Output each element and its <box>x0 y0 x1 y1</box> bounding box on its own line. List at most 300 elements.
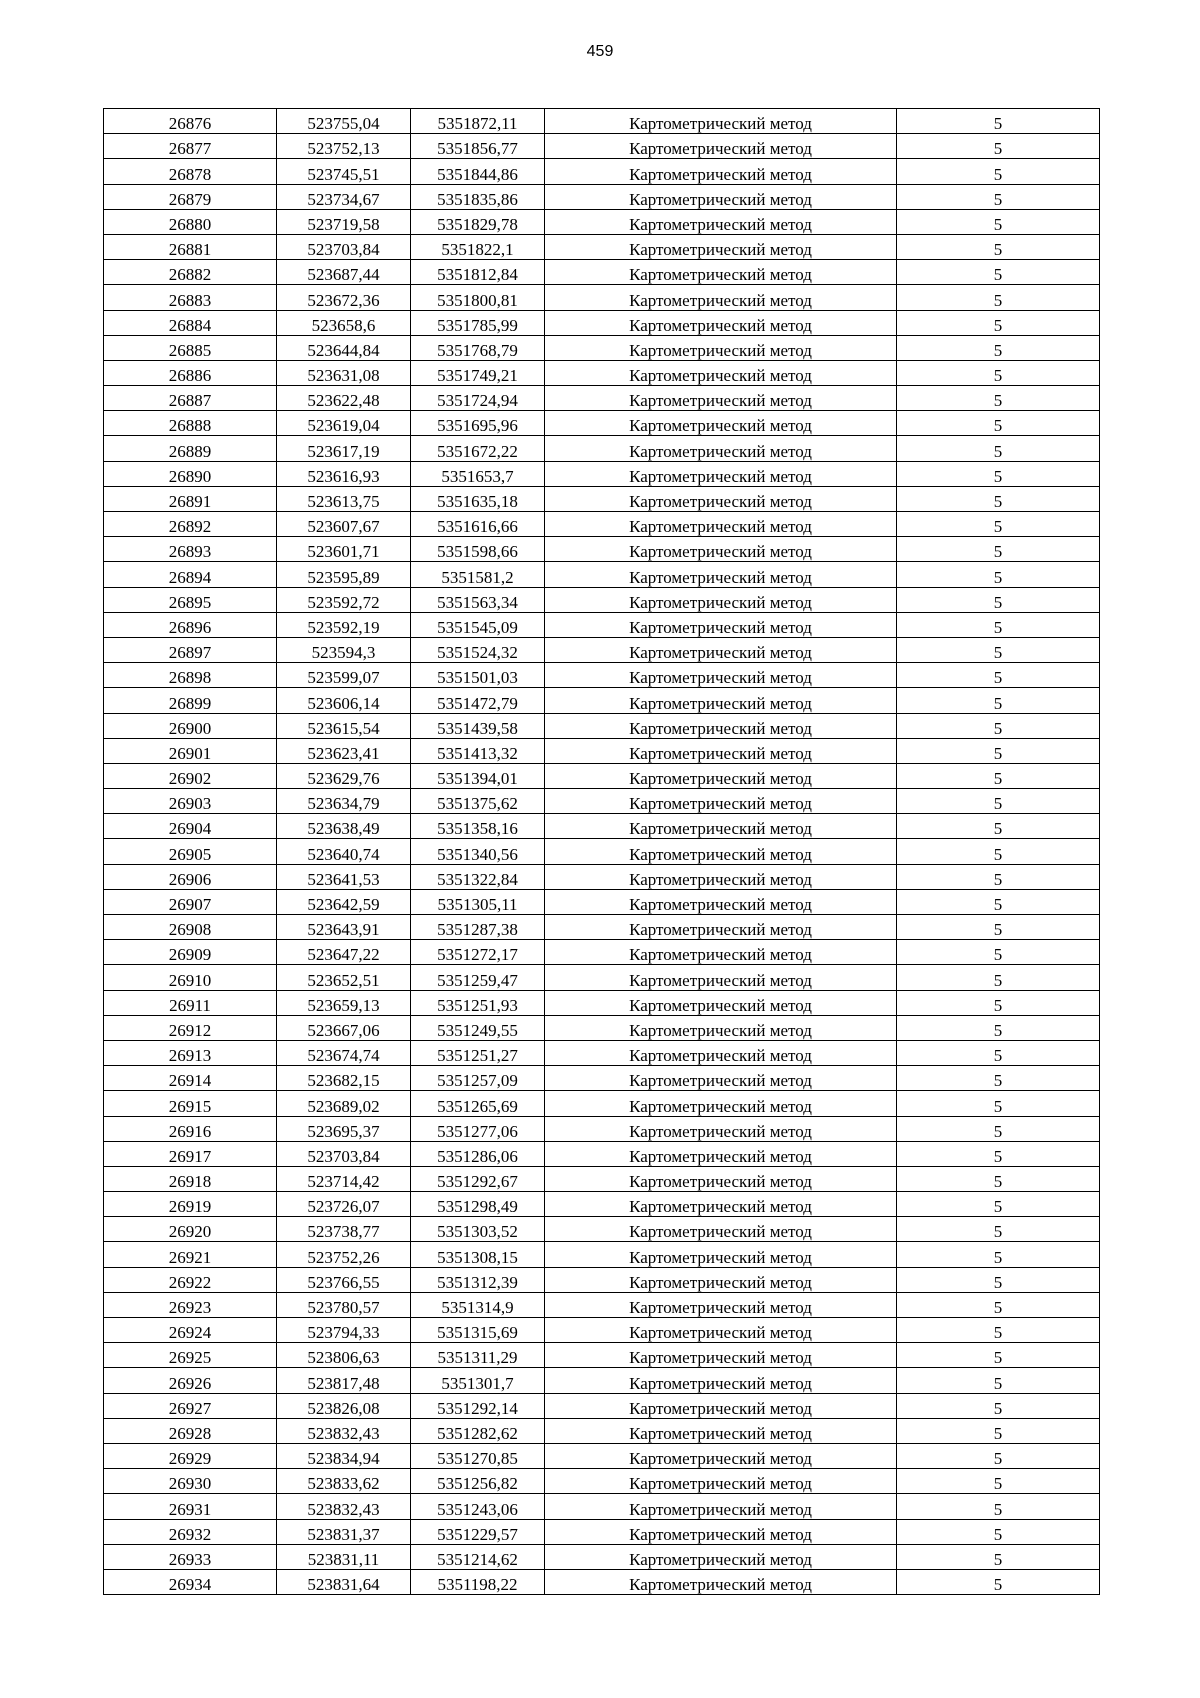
method-cell: Картометрический метод <box>545 1494 897 1519</box>
x-coordinate-cell: 523703,84 <box>277 1141 411 1166</box>
y-coordinate-cell: 5351581,2 <box>411 562 545 587</box>
y-coordinate-cell: 5351835,86 <box>411 184 545 209</box>
x-coordinate-cell: 523607,67 <box>277 512 411 537</box>
point-number-cell: 26892 <box>104 512 277 537</box>
x-coordinate-cell: 523780,57 <box>277 1292 411 1317</box>
method-cell: Картометрический метод <box>545 360 897 385</box>
point-number-cell: 26886 <box>104 360 277 385</box>
accuracy-cell: 5 <box>897 1469 1100 1494</box>
point-number-cell: 26930 <box>104 1469 277 1494</box>
point-number-cell: 26897 <box>104 637 277 662</box>
table-row <box>104 1418 1100 1443</box>
table-row <box>104 889 1100 914</box>
method-cell: Картометрический метод <box>545 637 897 662</box>
table-row <box>104 1494 1100 1519</box>
y-coordinate-cell: 5351524,32 <box>411 637 545 662</box>
point-number-cell: 26909 <box>104 940 277 965</box>
method-cell: Картометрический метод <box>545 386 897 411</box>
x-coordinate-cell: 523755,04 <box>277 109 411 134</box>
x-coordinate-cell: 523738,77 <box>277 1217 411 1242</box>
method-cell: Картометрический метод <box>545 864 897 889</box>
accuracy-cell: 5 <box>897 663 1100 688</box>
x-coordinate-cell: 523659,13 <box>277 990 411 1015</box>
method-cell: Картометрический метод <box>545 411 897 436</box>
method-cell: Картометрический метод <box>545 1368 897 1393</box>
accuracy-cell: 5 <box>897 1166 1100 1191</box>
accuracy-cell: 5 <box>897 965 1100 990</box>
y-coordinate-cell: 5351287,38 <box>411 915 545 940</box>
method-cell: Картометрический метод <box>545 260 897 285</box>
y-coordinate-cell: 5351198,22 <box>411 1569 545 1594</box>
point-number-cell: 26923 <box>104 1292 277 1317</box>
method-cell: Картометрический метод <box>545 763 897 788</box>
table-row <box>104 1544 1100 1569</box>
y-coordinate-cell: 5351256,82 <box>411 1469 545 1494</box>
table-row <box>104 915 1100 940</box>
y-coordinate-cell: 5351822,1 <box>411 234 545 259</box>
method-cell: Картометрический метод <box>545 1267 897 1292</box>
method-cell: Картометрический метод <box>545 134 897 159</box>
method-cell: Картометрический метод <box>545 1040 897 1065</box>
accuracy-cell: 5 <box>897 1544 1100 1569</box>
point-number-cell: 26932 <box>104 1519 277 1544</box>
page-number: 459 <box>586 43 614 60</box>
accuracy-cell: 5 <box>897 562 1100 587</box>
table-row <box>104 1469 1100 1494</box>
method-cell: Картометрический метод <box>545 1343 897 1368</box>
x-coordinate-cell: 523703,84 <box>277 234 411 259</box>
table-row <box>104 537 1100 562</box>
point-number-cell: 26906 <box>104 864 277 889</box>
point-number-cell: 26882 <box>104 260 277 285</box>
table-row <box>104 209 1100 234</box>
x-coordinate-cell: 523752,26 <box>277 1242 411 1267</box>
y-coordinate-cell: 5351282,62 <box>411 1418 545 1443</box>
point-number-cell: 26904 <box>104 814 277 839</box>
y-coordinate-cell: 5351829,78 <box>411 209 545 234</box>
y-coordinate-cell: 5351308,15 <box>411 1242 545 1267</box>
accuracy-cell: 5 <box>897 1519 1100 1544</box>
table-row <box>104 1318 1100 1343</box>
x-coordinate-cell: 523831,64 <box>277 1569 411 1594</box>
point-number-cell: 26878 <box>104 159 277 184</box>
table-row <box>104 864 1100 889</box>
accuracy-cell: 5 <box>897 1569 1100 1594</box>
x-coordinate-cell: 523601,71 <box>277 537 411 562</box>
method-cell: Картометрический метод <box>545 1469 897 1494</box>
y-coordinate-cell: 5351251,93 <box>411 990 545 1015</box>
table-row <box>104 738 1100 763</box>
point-number-cell: 26929 <box>104 1443 277 1468</box>
y-coordinate-cell: 5351292,14 <box>411 1393 545 1418</box>
accuracy-cell: 5 <box>897 285 1100 310</box>
accuracy-cell: 5 <box>897 1343 1100 1368</box>
point-number-cell: 26925 <box>104 1343 277 1368</box>
accuracy-cell: 5 <box>897 864 1100 889</box>
x-coordinate-cell: 523726,07 <box>277 1192 411 1217</box>
accuracy-cell: 5 <box>897 738 1100 763</box>
method-cell: Картометрический метод <box>545 965 897 990</box>
y-coordinate-cell: 5351292,67 <box>411 1166 545 1191</box>
table-row <box>104 612 1100 637</box>
table-row <box>104 159 1100 184</box>
point-number-cell: 26896 <box>104 612 277 637</box>
table-row <box>104 839 1100 864</box>
method-cell: Картометрический метод <box>545 915 897 940</box>
method-cell: Картометрический метод <box>545 1091 897 1116</box>
x-coordinate-cell: 523745,51 <box>277 159 411 184</box>
method-cell: Картометрический метод <box>545 109 897 134</box>
table-row <box>104 411 1100 436</box>
table-row <box>104 688 1100 713</box>
x-coordinate-cell: 523622,48 <box>277 386 411 411</box>
table-row <box>104 965 1100 990</box>
y-coordinate-cell: 5351563,34 <box>411 587 545 612</box>
y-coordinate-cell: 5351249,55 <box>411 1015 545 1040</box>
table-row <box>104 1192 1100 1217</box>
accuracy-cell: 5 <box>897 1368 1100 1393</box>
table-row <box>104 713 1100 738</box>
coordinates-table-body <box>104 109 1100 1595</box>
method-cell: Картометрический метод <box>545 990 897 1015</box>
y-coordinate-cell: 5351768,79 <box>411 335 545 360</box>
point-number-cell: 26918 <box>104 1166 277 1191</box>
x-coordinate-cell: 523817,48 <box>277 1368 411 1393</box>
method-cell: Картометрический метод <box>545 612 897 637</box>
point-number-cell: 26887 <box>104 386 277 411</box>
point-number-cell: 26900 <box>104 713 277 738</box>
point-number-cell: 26911 <box>104 990 277 1015</box>
y-coordinate-cell: 5351243,06 <box>411 1494 545 1519</box>
point-number-cell: 26924 <box>104 1318 277 1343</box>
x-coordinate-cell: 523592,19 <box>277 612 411 637</box>
accuracy-cell: 5 <box>897 310 1100 335</box>
table-row <box>104 663 1100 688</box>
table-row <box>104 637 1100 662</box>
method-cell: Картометрический метод <box>545 587 897 612</box>
table-row <box>104 184 1100 209</box>
x-coordinate-cell: 523672,36 <box>277 285 411 310</box>
y-coordinate-cell: 5351322,84 <box>411 864 545 889</box>
method-cell: Картометрический метод <box>545 889 897 914</box>
y-coordinate-cell: 5351314,9 <box>411 1292 545 1317</box>
y-coordinate-cell: 5351311,29 <box>411 1343 545 1368</box>
y-coordinate-cell: 5351672,22 <box>411 436 545 461</box>
point-number-cell: 26919 <box>104 1192 277 1217</box>
point-number-cell: 26913 <box>104 1040 277 1065</box>
accuracy-cell: 5 <box>897 1141 1100 1166</box>
accuracy-cell: 5 <box>897 915 1100 940</box>
method-cell: Картометрический метод <box>545 789 897 814</box>
accuracy-cell: 5 <box>897 1393 1100 1418</box>
y-coordinate-cell: 5351800,81 <box>411 285 545 310</box>
method-cell: Картометрический метод <box>545 1166 897 1191</box>
point-number-cell: 26884 <box>104 310 277 335</box>
method-cell: Картометрический метод <box>545 738 897 763</box>
accuracy-cell: 5 <box>897 990 1100 1015</box>
x-coordinate-cell: 523667,06 <box>277 1015 411 1040</box>
x-coordinate-cell: 523623,41 <box>277 738 411 763</box>
point-number-cell: 26928 <box>104 1418 277 1443</box>
y-coordinate-cell: 5351501,03 <box>411 663 545 688</box>
table-row <box>104 1343 1100 1368</box>
x-coordinate-cell: 523619,04 <box>277 411 411 436</box>
accuracy-cell: 5 <box>897 587 1100 612</box>
x-coordinate-cell: 523834,94 <box>277 1443 411 1468</box>
accuracy-cell: 5 <box>897 637 1100 662</box>
point-number-cell: 26910 <box>104 965 277 990</box>
y-coordinate-cell: 5351598,66 <box>411 537 545 562</box>
accuracy-cell: 5 <box>897 612 1100 637</box>
method-cell: Картометрический метод <box>545 940 897 965</box>
method-cell: Картометрический метод <box>545 486 897 511</box>
point-number-cell: 26880 <box>104 209 277 234</box>
table-row <box>104 134 1100 159</box>
x-coordinate-cell: 523766,55 <box>277 1267 411 1292</box>
point-number-cell: 26903 <box>104 789 277 814</box>
point-number-cell: 26921 <box>104 1242 277 1267</box>
x-coordinate-cell: 523658,6 <box>277 310 411 335</box>
method-cell: Картометрический метод <box>545 1217 897 1242</box>
accuracy-cell: 5 <box>897 159 1100 184</box>
y-coordinate-cell: 5351265,69 <box>411 1091 545 1116</box>
point-number-cell: 26912 <box>104 1015 277 1040</box>
point-number-cell: 26879 <box>104 184 277 209</box>
table-row <box>104 587 1100 612</box>
table-row <box>104 763 1100 788</box>
table-row <box>104 1066 1100 1091</box>
accuracy-cell: 5 <box>897 209 1100 234</box>
y-coordinate-cell: 5351315,69 <box>411 1318 545 1343</box>
x-coordinate-cell: 523644,84 <box>277 335 411 360</box>
method-cell: Картометрический метод <box>545 512 897 537</box>
accuracy-cell: 5 <box>897 1292 1100 1317</box>
x-coordinate-cell: 523613,75 <box>277 486 411 511</box>
y-coordinate-cell: 5351785,99 <box>411 310 545 335</box>
accuracy-cell: 5 <box>897 1494 1100 1519</box>
accuracy-cell: 5 <box>897 436 1100 461</box>
point-number-cell: 26885 <box>104 335 277 360</box>
accuracy-cell: 5 <box>897 1418 1100 1443</box>
point-number-cell: 26914 <box>104 1066 277 1091</box>
method-cell: Картометрический метод <box>545 663 897 688</box>
point-number-cell: 26888 <box>104 411 277 436</box>
y-coordinate-cell: 5351635,18 <box>411 486 545 511</box>
accuracy-cell: 5 <box>897 1066 1100 1091</box>
y-coordinate-cell: 5351251,27 <box>411 1040 545 1065</box>
accuracy-cell: 5 <box>897 839 1100 864</box>
accuracy-cell: 5 <box>897 1267 1100 1292</box>
accuracy-cell: 5 <box>897 1040 1100 1065</box>
accuracy-cell: 5 <box>897 386 1100 411</box>
x-coordinate-cell: 523794,33 <box>277 1318 411 1343</box>
table-row <box>104 360 1100 385</box>
accuracy-cell: 5 <box>897 134 1100 159</box>
accuracy-cell: 5 <box>897 1217 1100 1242</box>
x-coordinate-cell: 523615,54 <box>277 713 411 738</box>
table-row <box>104 285 1100 310</box>
table-row <box>104 1267 1100 1292</box>
y-coordinate-cell: 5351286,06 <box>411 1141 545 1166</box>
y-coordinate-cell: 5351229,57 <box>411 1519 545 1544</box>
method-cell: Картометрический метод <box>545 461 897 486</box>
method-cell: Картометрический метод <box>545 1443 897 1468</box>
accuracy-cell: 5 <box>897 940 1100 965</box>
accuracy-cell: 5 <box>897 1015 1100 1040</box>
x-coordinate-cell: 523616,93 <box>277 461 411 486</box>
method-cell: Картометрический метод <box>545 1192 897 1217</box>
table-row <box>104 1015 1100 1040</box>
y-coordinate-cell: 5351277,06 <box>411 1116 545 1141</box>
accuracy-cell: 5 <box>897 688 1100 713</box>
y-coordinate-cell: 5351358,16 <box>411 814 545 839</box>
table-row <box>104 335 1100 360</box>
point-number-cell: 26926 <box>104 1368 277 1393</box>
y-coordinate-cell: 5351413,32 <box>411 738 545 763</box>
accuracy-cell: 5 <box>897 411 1100 436</box>
table-row <box>104 486 1100 511</box>
accuracy-cell: 5 <box>897 789 1100 814</box>
y-coordinate-cell: 5351695,96 <box>411 411 545 436</box>
point-number-cell: 26883 <box>104 285 277 310</box>
y-coordinate-cell: 5351259,47 <box>411 965 545 990</box>
accuracy-cell: 5 <box>897 889 1100 914</box>
accuracy-cell: 5 <box>897 109 1100 134</box>
x-coordinate-cell: 523826,08 <box>277 1393 411 1418</box>
y-coordinate-cell: 5351312,39 <box>411 1267 545 1292</box>
x-coordinate-cell: 523640,74 <box>277 839 411 864</box>
table-row <box>104 1166 1100 1191</box>
point-number-cell: 26931 <box>104 1494 277 1519</box>
point-number-cell: 26876 <box>104 109 277 134</box>
y-coordinate-cell: 5351301,7 <box>411 1368 545 1393</box>
table-row <box>104 512 1100 537</box>
point-number-cell: 26907 <box>104 889 277 914</box>
accuracy-cell: 5 <box>897 1192 1100 1217</box>
x-coordinate-cell: 523641,53 <box>277 864 411 889</box>
point-number-cell: 26908 <box>104 915 277 940</box>
y-coordinate-cell: 5351272,17 <box>411 940 545 965</box>
point-number-cell: 26916 <box>104 1116 277 1141</box>
method-cell: Картометрический метод <box>545 839 897 864</box>
x-coordinate-cell: 523734,67 <box>277 184 411 209</box>
x-coordinate-cell: 523832,43 <box>277 1494 411 1519</box>
table-row <box>104 990 1100 1015</box>
point-number-cell: 26898 <box>104 663 277 688</box>
x-coordinate-cell: 523647,22 <box>277 940 411 965</box>
table-row <box>104 310 1100 335</box>
table-row <box>104 940 1100 965</box>
x-coordinate-cell: 523689,02 <box>277 1091 411 1116</box>
method-cell: Картометрический метод <box>545 436 897 461</box>
method-cell: Картометрический метод <box>545 537 897 562</box>
x-coordinate-cell: 523719,58 <box>277 209 411 234</box>
x-coordinate-cell: 523606,14 <box>277 688 411 713</box>
point-number-cell: 26889 <box>104 436 277 461</box>
method-cell: Картометрический метод <box>545 1544 897 1569</box>
table-row <box>104 1519 1100 1544</box>
point-number-cell: 26927 <box>104 1393 277 1418</box>
accuracy-cell: 5 <box>897 1116 1100 1141</box>
accuracy-cell: 5 <box>897 461 1100 486</box>
point-number-cell: 26933 <box>104 1544 277 1569</box>
table-row <box>104 1141 1100 1166</box>
x-coordinate-cell: 523631,08 <box>277 360 411 385</box>
method-cell: Картометрический метод <box>545 562 897 587</box>
x-coordinate-cell: 523674,74 <box>277 1040 411 1065</box>
table-row <box>104 1040 1100 1065</box>
point-number-cell: 26899 <box>104 688 277 713</box>
x-coordinate-cell: 523592,72 <box>277 587 411 612</box>
point-number-cell: 26920 <box>104 1217 277 1242</box>
x-coordinate-cell: 523752,13 <box>277 134 411 159</box>
method-cell: Картометрический метод <box>545 814 897 839</box>
x-coordinate-cell: 523687,44 <box>277 260 411 285</box>
table-row <box>104 1443 1100 1468</box>
accuracy-cell: 5 <box>897 763 1100 788</box>
method-cell: Картометрический метод <box>545 1292 897 1317</box>
method-cell: Картометрический метод <box>545 159 897 184</box>
y-coordinate-cell: 5351724,94 <box>411 386 545 411</box>
table-row <box>104 1217 1100 1242</box>
x-coordinate-cell: 523832,43 <box>277 1418 411 1443</box>
accuracy-cell: 5 <box>897 1242 1100 1267</box>
accuracy-cell: 5 <box>897 335 1100 360</box>
method-cell: Картометрический метод <box>545 1116 897 1141</box>
accuracy-cell: 5 <box>897 537 1100 562</box>
table-row <box>104 109 1100 134</box>
method-cell: Картометрический метод <box>545 713 897 738</box>
method-cell: Картометрический метод <box>545 1242 897 1267</box>
x-coordinate-cell: 523599,07 <box>277 663 411 688</box>
method-cell: Картометрический метод <box>545 285 897 310</box>
accuracy-cell: 5 <box>897 1318 1100 1343</box>
y-coordinate-cell: 5351749,21 <box>411 360 545 385</box>
table-row <box>104 461 1100 486</box>
y-coordinate-cell: 5351439,58 <box>411 713 545 738</box>
method-cell: Картометрический метод <box>545 1015 897 1040</box>
method-cell: Картометрический метод <box>545 1569 897 1594</box>
table-row <box>104 1292 1100 1317</box>
y-coordinate-cell: 5351812,84 <box>411 260 545 285</box>
y-coordinate-cell: 5351270,85 <box>411 1443 545 1468</box>
table-row <box>104 1569 1100 1594</box>
method-cell: Картометрический метод <box>545 234 897 259</box>
y-coordinate-cell: 5351305,11 <box>411 889 545 914</box>
point-number-cell: 26901 <box>104 738 277 763</box>
point-number-cell: 26934 <box>104 1569 277 1594</box>
x-coordinate-cell: 523682,15 <box>277 1066 411 1091</box>
method-cell: Картометрический метод <box>545 1066 897 1091</box>
y-coordinate-cell: 5351856,77 <box>411 134 545 159</box>
y-coordinate-cell: 5351375,62 <box>411 789 545 814</box>
table-row <box>104 1393 1100 1418</box>
accuracy-cell: 5 <box>897 512 1100 537</box>
accuracy-cell: 5 <box>897 260 1100 285</box>
y-coordinate-cell: 5351394,01 <box>411 763 545 788</box>
method-cell: Картометрический метод <box>545 1393 897 1418</box>
x-coordinate-cell: 523594,3 <box>277 637 411 662</box>
table-row <box>104 386 1100 411</box>
point-number-cell: 26922 <box>104 1267 277 1292</box>
y-coordinate-cell: 5351545,09 <box>411 612 545 637</box>
x-coordinate-cell: 523629,76 <box>277 763 411 788</box>
y-coordinate-cell: 5351616,66 <box>411 512 545 537</box>
point-number-cell: 26894 <box>104 562 277 587</box>
point-number-cell: 26905 <box>104 839 277 864</box>
table-row <box>104 234 1100 259</box>
method-cell: Картометрический метод <box>545 688 897 713</box>
